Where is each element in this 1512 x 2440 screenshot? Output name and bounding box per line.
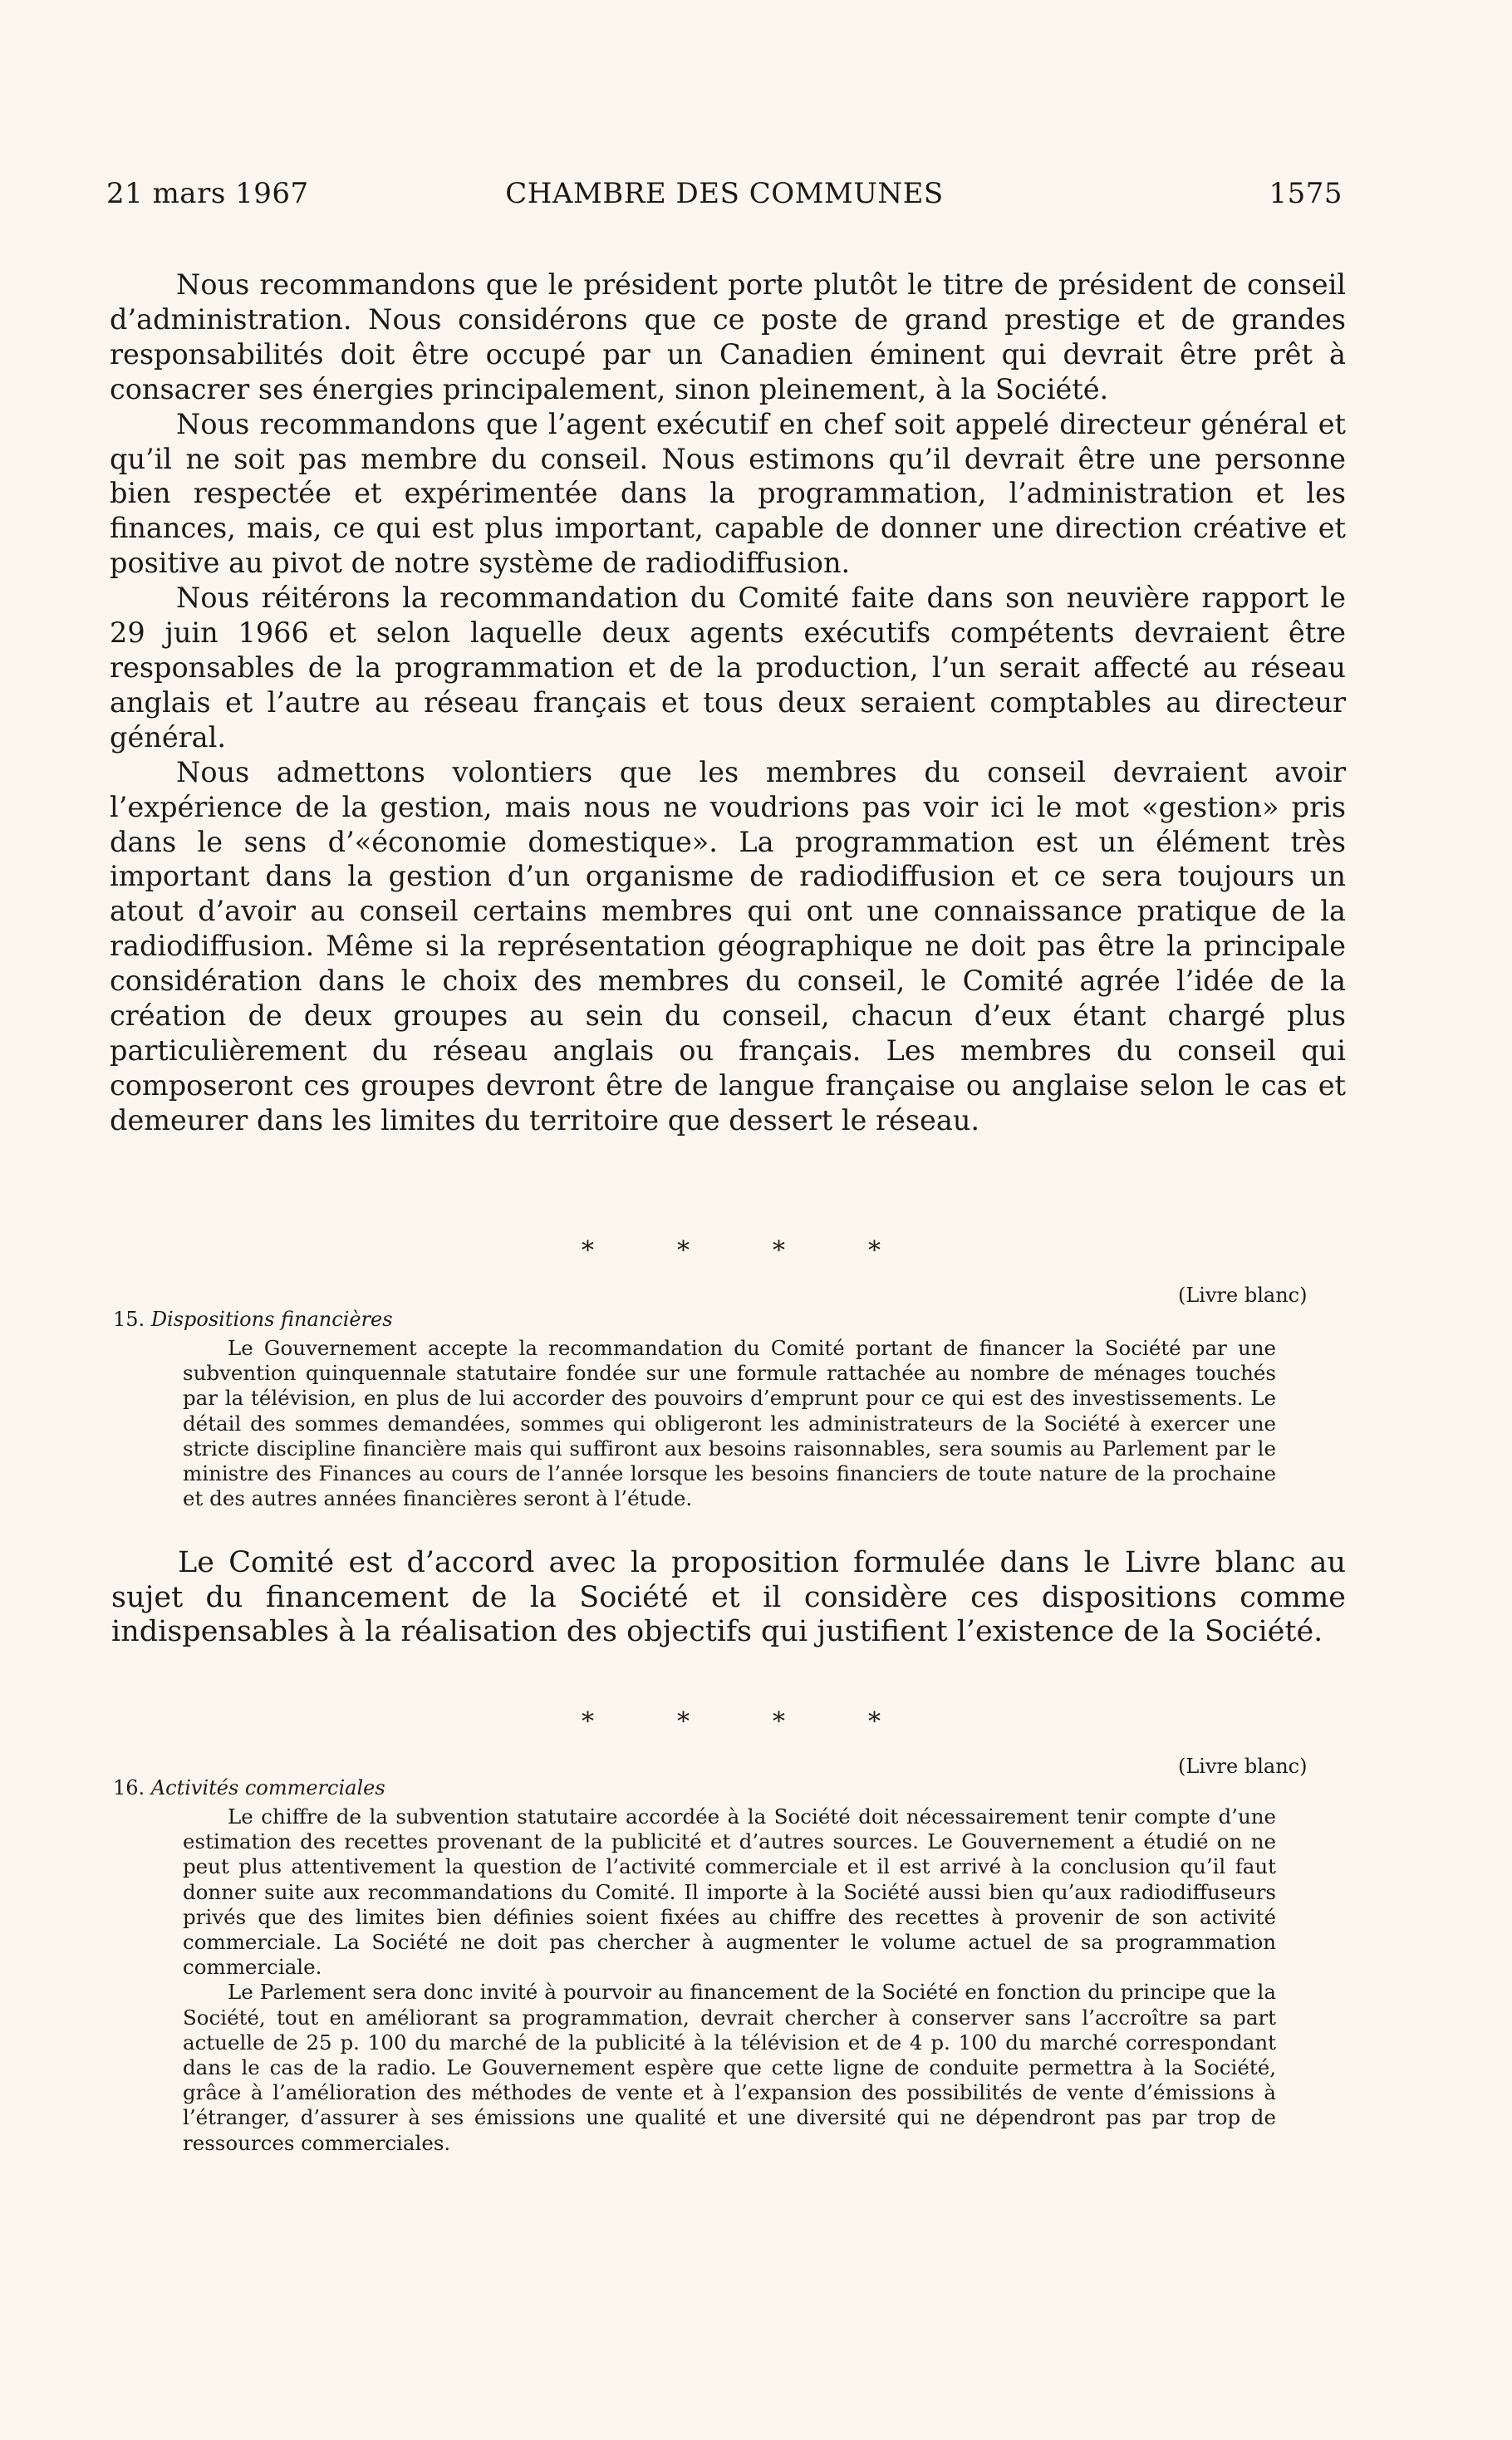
paragraph: Nous réitérons la recommandation du Comité faite dans son neuvière rapport le 29 juin 1966 et selon laquelle deux agents exécutifs compétents devraient être responsables de la programmation et de la production, l’un serait affecté au réseau anglais et l’autre au réseau français et tous deux seraient comptables au directeur général. <box>110 582 1346 754</box>
header-date: 21 mars 1967 <box>106 177 309 210</box>
section-number: 16. <box>113 1776 145 1799</box>
separator-star: * <box>868 1236 881 1265</box>
section-heading <box>113 1308 393 1331</box>
separator-star: * <box>868 1707 881 1736</box>
separator-star: * <box>773 1236 785 1265</box>
separator-star: * <box>677 1707 690 1736</box>
section-separator <box>582 1707 881 1736</box>
section-separator <box>582 1236 881 1265</box>
source-label: (Livre blanc) <box>1178 1284 1308 1307</box>
separator-star: * <box>582 1707 594 1736</box>
page-number: 1575 <box>1269 177 1343 210</box>
page-header <box>106 177 1343 218</box>
section-title: Dispositions financières <box>150 1308 393 1331</box>
section-heading <box>113 1776 385 1799</box>
separator-star: * <box>677 1236 690 1265</box>
committee-statement <box>111 1546 1346 1650</box>
main-text <box>110 268 1346 1138</box>
header-title: CHAMBRE DES COMMUNES <box>505 177 944 210</box>
quote-paragraph: Le Parlement sera donc invité à pourvoir au financement de la Société en fonction du principe que la Société, tout en améliorant sa programmation, devrait chercher à conserver sans l’accroître sa part actuelle de 25 p. 100 du marché de la publicité à la télévision et de 4 p. 100 du marché correspondant dans le cas de la radio. Le Gouvernement espère que cette ligne de conduite permettra à la Société, grâce à l’amélioration des méthodes de vente et à l’expansion des possibilités de vente d’émissions à l’étranger, d’assurer à ses émissions une qualité et une diversité qui ne dépendront pas par trop de ressources commerciales. <box>183 1980 1276 2155</box>
paragraph: Nous admettons volontiers que les membres du conseil devraient avoir l’expérience de la gestion, mais nous ne voudrions pas voir ici le mot «gestion» pris dans le sens d’«économie domestique». La programmation est un élément très important dans la gestion d’un organisme de radiodiffusion et ce sera toujours un atout d’avoir au conseil certains membres qui ont une connaissance pratique de la radiodiffusion. Même si la représentation géographique ne doit pas être la principale considération dans le choix des membres du conseil, le Comité agrée l’idée de la création de deux groupes au sein du conseil, chacun d’eux étant chargé plus particulièrement du réseau anglais ou français. Les membres du conseil qui composeront ces groupes devront être de langue française ou anglaise selon le cas et demeurer dans les limites du territoire que dessert le réseau. <box>110 755 1346 1137</box>
separator-star: * <box>582 1236 594 1265</box>
source-label: (Livre blanc) <box>1178 1755 1308 1778</box>
statement-paragraph: Le Comité est d’accord avec la proposition formulée dans le Livre blanc au sujet du financement de la Société et il considère ces dispositions comme indispensables à la réalisation des objectifs qui justifient l’existence de la Société. <box>111 1546 1346 1648</box>
white-paper-quote <box>183 1336 1276 1511</box>
quote-paragraph: Le Gouvernement accepte la recommandation du Comité portant de financer la Société par une subvention quinquennale statutaire fondée sur une formule rattachée au nombre de ménages touchés par la télévision, en plus de lui accorder des pouvoirs d’emprunt pour ce qui est des investissements. Le détail des sommes demandées, sommes qui obligeront les administrateurs de la Société à exercer une stricte discipline financière mais qui suffiront aux besoins raisonnables, sera soumis au Parlement par le ministre des Finances au cours de l’année lorsque les besoins financiers de toute nature de la prochaine et des autres années financières seront à l’étude. <box>183 1336 1276 1511</box>
white-paper-quote <box>183 1804 1276 2156</box>
section-title: Activités commerciales <box>150 1776 385 1799</box>
section-number: 15. <box>113 1308 145 1331</box>
paragraph: Nous recommandons que l’agent exécutif en chef soit appelé directeur général et qu’il ne soit pas membre du conseil. Nous estimons qu’il devrait être une personne bien respectée et expérimentée dans la programmation, l’administration et les finances, mais, ce qui est plus important, capable de donner une direction créative et positive au pivot de notre système de radiodiffusion. <box>110 407 1346 580</box>
separator-star: * <box>773 1707 785 1736</box>
paragraph: Nous recommandons que le président porte plutôt le titre de président de conseil d’administration. Nous considérons que ce poste de grand prestige et de grandes responsabilités doit être occupé par un Canadien éminent qui devrait être prêt à consacrer ses énergies principalement, sinon pleinement, à la Société. <box>110 268 1346 405</box>
quote-paragraph: Le chiffre de la subvention statutaire accordée à la Société doit nécessairement tenir compte d’une estimation des recettes provenant de la publicité et d’autres sources. Le Gouvernement a étudié on ne peut plus attentivement la question de l’activité commerciale et il est arrivé à la conclusion qu’il faut donner suite aux recommandations du Comité. Il importe à la Société aussi bien qu’aux radiodiffuseurs privés que des limites bien définies soient fixées au chiffre des recettes à provenir de son activité commerciale. La Société ne doit pas chercher à augmenter le volume actuel de sa programmation commerciale. <box>183 1804 1276 1980</box>
